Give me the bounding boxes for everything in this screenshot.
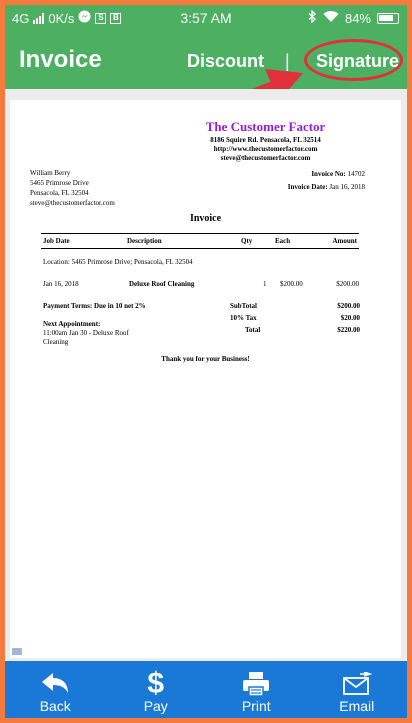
- app-b-icon: B: [110, 13, 121, 24]
- wifi-icon: [323, 11, 339, 26]
- pay-button[interactable]: [111, 661, 201, 714]
- subtotal-label: SubTotal: [230, 302, 257, 310]
- page-title: Invoice: [19, 46, 102, 73]
- status-time: 3:57 AM: [180, 10, 232, 26]
- subtotal-row: [230, 302, 360, 314]
- next-appointment-label: Next Appointment:: [43, 320, 101, 328]
- printer-icon: [211, 669, 301, 699]
- tax-row: [230, 314, 360, 326]
- back-label: Back: [39, 698, 71, 714]
- total-value: $220.00: [337, 326, 360, 334]
- status-right: [308, 10, 399, 26]
- network-type: 4G: [12, 10, 30, 26]
- print-button[interactable]: [211, 661, 301, 714]
- invoice-viewer[interactable]: [5, 89, 407, 661]
- battery-percent: 84%: [344, 10, 371, 26]
- pay-label: Pay: [143, 698, 168, 714]
- item-description: Deluxe Roof Cleaning: [129, 280, 195, 288]
- company-name: The Customer Factor: [205, 119, 326, 134]
- next-appointment: [43, 320, 143, 347]
- signature-button[interactable]: Signature: [316, 51, 400, 71]
- tax-label: 10% Tax: [230, 314, 257, 322]
- invoice-heading: Invoice: [189, 213, 222, 224]
- back-arrow-icon: [10, 669, 100, 699]
- column-header: Job Date: [41, 234, 125, 249]
- invoice-date: Jan 16, 2018: [329, 183, 365, 191]
- company-email: steve@thecustomerfactor.com: [220, 154, 311, 162]
- company-address: 8186 Squire Rd. Pensacola, FL 32514: [210, 136, 321, 144]
- app-s-icon: S: [95, 13, 106, 24]
- column-header: Description: [125, 234, 239, 249]
- column-header: Qty: [239, 234, 273, 249]
- email-button[interactable]: [312, 661, 402, 714]
- invoice-meta: [288, 168, 365, 194]
- item-date: Jan 16, 2018: [43, 280, 79, 288]
- job-location: Location: 5465 Primrose Drive; Pensacola, FL 32504: [43, 258, 193, 266]
- total-label: Total: [245, 326, 261, 334]
- battery-icon: [377, 13, 399, 24]
- back-button[interactable]: [10, 661, 100, 714]
- line-items-table: [41, 233, 359, 249]
- menu-separator: |: [285, 51, 290, 71]
- tax-value: $20.00: [340, 314, 360, 322]
- column-header: Amount: [322, 234, 359, 249]
- status-bar: [5, 5, 407, 31]
- data-speed: 0K/s: [48, 10, 75, 26]
- dollar-icon: $: [147, 667, 165, 700]
- bottom-nav: [5, 661, 407, 718]
- invoice-document: [10, 100, 401, 658]
- customer-email: steve@thecustomerfactor.com: [30, 199, 115, 207]
- discount-button[interactable]: Discount: [187, 51, 265, 71]
- table-header-row: [41, 234, 359, 249]
- payment-terms: Payment Terms: Due in 10 net 2%: [43, 302, 146, 310]
- bill-to: [30, 168, 115, 208]
- invoice-no: 14702: [347, 170, 365, 178]
- bluetooth-icon: [308, 10, 317, 26]
- customer-city: Pensacola, FL 32504: [30, 189, 89, 197]
- subtotal-value: $200.00: [337, 302, 360, 310]
- invoice-date-label: Invoice Date:: [287, 183, 328, 191]
- scroll-indicator[interactable]: [12, 648, 22, 655]
- column-header: Each: [273, 234, 322, 249]
- item-each: $200.00: [280, 280, 303, 288]
- company-website: http://www.thecustomerfactor.com: [213, 145, 318, 153]
- totals: [230, 302, 360, 338]
- envelope-icon: [312, 669, 402, 699]
- next-appointment-value: 11:00am Jan 30 - Deluxe Roof Cleaning: [43, 329, 129, 346]
- thank-you-note: Thank you for your Business!: [161, 355, 250, 363]
- total-row: [230, 326, 360, 338]
- item-qty: 1: [263, 280, 267, 288]
- customer-name: William Berry: [30, 169, 71, 177]
- invoice-no-label: Invoice No:: [311, 170, 346, 178]
- item-amount: $200.00: [336, 280, 359, 288]
- customer-street: 5465 Primrose Drive: [30, 179, 89, 187]
- print-label: Print: [241, 698, 271, 714]
- email-label: Email: [339, 698, 375, 714]
